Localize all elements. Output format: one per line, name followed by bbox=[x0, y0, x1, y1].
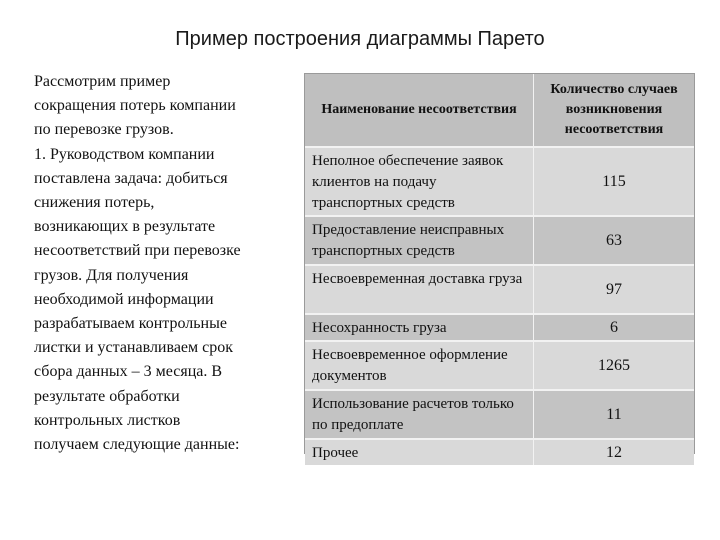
slide-title: Пример построения диаграммы Парето bbox=[175, 28, 545, 50]
body-line: получаем следующие данные: bbox=[34, 436, 240, 454]
table-row bbox=[305, 440, 694, 465]
nonconformity-name: Несохранность груза bbox=[305, 315, 534, 342]
nonconformity-name: Использование расчетов только по предоплате bbox=[305, 391, 534, 440]
body-line: возникающих в результате bbox=[34, 218, 216, 236]
case-count: 11 bbox=[534, 391, 694, 440]
table-row bbox=[305, 148, 694, 217]
body-line: по перевозке грузов. bbox=[34, 121, 174, 139]
table-row bbox=[305, 391, 694, 440]
body-line: Рассмотрим пример bbox=[34, 73, 171, 90]
nonconformity-name: Прочее bbox=[305, 440, 534, 465]
body-line: необходимой информации bbox=[34, 290, 214, 308]
body-line: снижения потерь, bbox=[34, 194, 155, 212]
column-header-name: Наименование несоответствия bbox=[305, 74, 534, 148]
body-line: сбора данных – 3 месяца. В bbox=[34, 363, 223, 381]
table-row bbox=[305, 315, 694, 342]
body-line: грузов. Для получения bbox=[34, 266, 189, 284]
nonconformity-name: Неполное обеспечение заявок клиентов на подачу транспортных средств bbox=[305, 148, 534, 217]
body-line: несоответствий при перевозке bbox=[34, 242, 241, 260]
body-line: разрабатываем контрольные bbox=[34, 315, 227, 333]
table-row bbox=[305, 266, 694, 315]
case-count: 63 bbox=[534, 217, 694, 266]
case-count: 6 bbox=[534, 315, 694, 342]
table-row bbox=[305, 217, 694, 266]
nonconformity-name: Предоставление неисправных транспортных средств bbox=[305, 217, 534, 266]
column-header-count: Количество случаев возникновения несоответствия bbox=[534, 74, 694, 148]
body-line: контрольных листков bbox=[34, 411, 181, 429]
case-count: 97 bbox=[534, 266, 694, 315]
case-count: 12 bbox=[534, 440, 694, 465]
body-line: 1. Руководством компании bbox=[34, 145, 215, 163]
nonconformity-name: Несвоевременное оформление документов bbox=[305, 342, 534, 391]
nonconformity-name: Несвоевременная доставка груза bbox=[305, 266, 534, 315]
nonconformity-table bbox=[304, 73, 695, 461]
body-line: результате обработки bbox=[34, 387, 180, 405]
case-count: 115 bbox=[534, 148, 694, 217]
body-line: сокращения потерь компании bbox=[34, 97, 236, 115]
body-line: листки и устанавливаем срок bbox=[34, 339, 234, 357]
table-row bbox=[305, 342, 694, 391]
body-line: поставлена задача: добиться bbox=[34, 169, 228, 187]
table-header-row bbox=[305, 74, 694, 148]
body-text bbox=[34, 70, 296, 457]
case-count: 1265 bbox=[534, 342, 694, 391]
